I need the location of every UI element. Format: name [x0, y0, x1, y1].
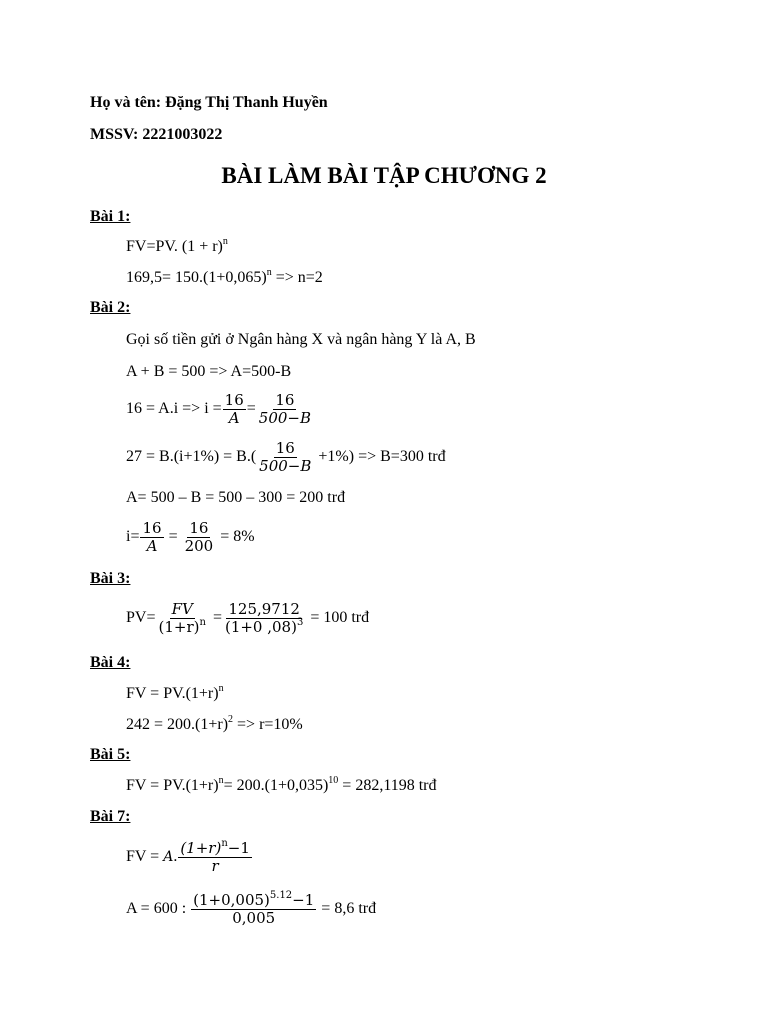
exponent: n [218, 682, 224, 694]
exponent: 10 [328, 774, 339, 786]
bai2-sum: A + B = 500 => A=500-B [126, 363, 292, 380]
bai3-formula [126, 601, 369, 636]
formula-text: 16 = A.i => i = [126, 400, 222, 418]
bai1-solution [126, 268, 323, 288]
exponent: n [222, 235, 228, 247]
bai2-interest [126, 392, 314, 427]
exponent: n [218, 774, 224, 786]
bai7-heading: Bài 7: [90, 808, 131, 825]
formula-text: i= [126, 528, 140, 546]
numerator: 16 [189, 519, 209, 537]
student-name: Họ và tên: Đặng Thị Thanh Huyền [90, 94, 328, 111]
formula-text: FV = [126, 848, 164, 866]
formula-text: 27 = B.(i+1%) = B.( [126, 448, 257, 466]
numerator: FV [171, 600, 193, 618]
fraction [183, 520, 216, 555]
fraction [156, 601, 207, 636]
formula-text: 169,5= 150.(1+0,065) [126, 269, 267, 286]
bai7-formula [126, 840, 253, 875]
numerator [178, 840, 252, 858]
denominator: A [228, 409, 240, 427]
bai2-intro: Gọi số tiền gửi ở Ngân hàng X và ngân hàng Y là A, B [126, 331, 476, 348]
numerator: 125,9712 [228, 600, 300, 618]
denominator: 0,005 [232, 909, 276, 927]
formula-text: FV = PV.(1+r) [126, 685, 219, 702]
formula-text: A = 600 : [126, 900, 191, 918]
bai4-formula [126, 684, 224, 704]
page-title: BÀI LÀM BÀI TẬP CHƯƠNG 2 [221, 163, 547, 188]
bai2-b-equation [126, 440, 446, 475]
formula-text: => n=2 [271, 269, 323, 286]
denominator: 200 [184, 537, 214, 555]
exponent: 2 [228, 713, 234, 725]
bai7-solution [126, 892, 376, 927]
denominator-base: (1+r) [158, 618, 200, 636]
denominator [223, 619, 305, 636]
exponent: n [221, 838, 228, 849]
formula-text: = 100 trđ [306, 609, 370, 627]
numerator: 16 [142, 519, 162, 537]
denominator: r [211, 857, 219, 875]
formula-text: +1%) => B=300 trđ [314, 448, 446, 466]
numerator-tail: −1 [227, 839, 250, 857]
bai5-heading: Bài 5: [90, 746, 131, 763]
fraction [178, 840, 252, 875]
bai1-heading: Bài 1: [90, 208, 131, 225]
exponent: 5.12 [269, 890, 293, 901]
formula-text: = 200.(1+0,035) [223, 777, 329, 794]
formula-text: = 282,1198 trđ [338, 777, 437, 794]
formula-text: = 8,6 trđ [317, 900, 377, 918]
numerator: 16 [224, 391, 244, 409]
formula-variable: A [163, 849, 174, 866]
equals: = [208, 609, 222, 627]
student-id: MSSV: 2221003022 [90, 126, 223, 143]
numerator-tail: −1 [292, 891, 315, 909]
numerator-base: (1+0,005) [193, 891, 270, 909]
formula-text: => r=10% [233, 716, 303, 733]
fraction [191, 892, 316, 927]
fraction [223, 601, 305, 636]
denominator-base: (1+0 ,08) [224, 618, 297, 636]
numerator: 16 [275, 391, 295, 409]
exponent: 3 [296, 617, 304, 628]
numerator: 16 [275, 439, 295, 457]
numerator [191, 892, 316, 910]
fraction [257, 392, 313, 427]
bai4-solution [126, 715, 303, 735]
formula-text: 242 = 200.(1+r) [126, 716, 229, 733]
bai5-solution [126, 776, 437, 796]
equals: = [164, 528, 182, 546]
bai2-a-value: A= 500 – B = 500 – 300 = 200 trđ [126, 489, 346, 506]
formula-text: PV= [126, 609, 156, 627]
fraction [223, 392, 246, 427]
bai2-rate [126, 520, 255, 555]
formula-text: = 8% [216, 528, 255, 546]
fraction [140, 520, 163, 555]
denominator [156, 619, 207, 636]
numerator-base: (1+r) [180, 839, 222, 857]
denominator: A [146, 537, 158, 555]
exponent: n [199, 617, 206, 628]
fraction [257, 440, 313, 475]
equals: = [246, 400, 256, 418]
exponent: n [266, 266, 272, 278]
bai4-heading: Bài 4: [90, 654, 131, 671]
bai3-heading: Bài 3: [90, 570, 131, 587]
formula-text: FV=PV. (1 + r) [126, 238, 223, 255]
denominator: 500−B [259, 457, 312, 475]
bai2-heading: Bài 2: [90, 299, 131, 316]
formula-text: FV = PV.(1+r) [126, 777, 219, 794]
formula-text: . [173, 848, 178, 866]
denominator: 500−B [258, 409, 312, 427]
bai1-formula [126, 237, 228, 257]
